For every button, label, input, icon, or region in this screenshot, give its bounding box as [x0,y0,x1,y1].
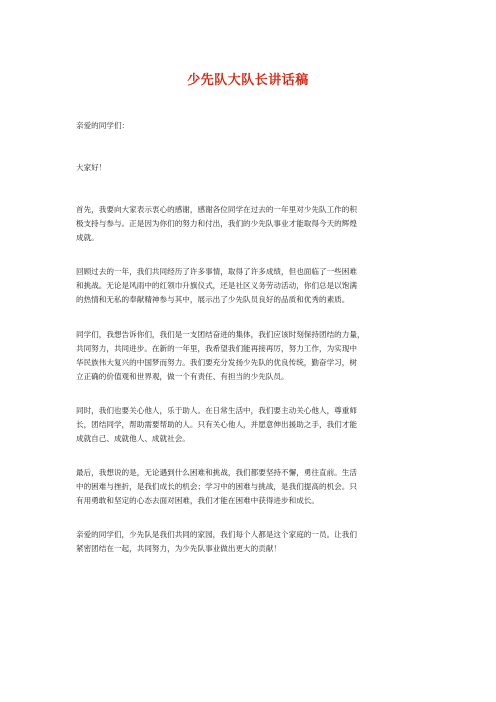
paragraph-3-line-2: 共同努力，共同进步。在新的一年里，我希望我们能再接再厉，努力工作，为实现中 [76,344,357,353]
paragraph-3-line-1: 同学们，我想告诉你们，我们是一支团结奋进的集体，我们应该时刻保持团结的力量， [76,330,365,339]
paragraph-3-line-4: 立正确的价值观和世界观，做一个有责任、有担当的少先队员。 [76,372,289,381]
salutation: 亲爱的同学们： [76,121,130,130]
paragraph-1-line-2: 极支持与参与。正是因为你们的努力和付出，我们的少先队事业才能取得今天的辉煌 [76,219,357,228]
paragraph-6-line-2: 紧密团结在一起，共同努力，为少先队事业做出更大的贡献！ [76,544,282,553]
paragraph-5-line-2: 中的困难与挫折，是我们成长的机会；学习中的困难与挑战，是我们提高的机会。只 [76,482,357,491]
paragraph-2-line-1: 回顾过去的一年，我们共同经历了许多事情，取得了许多成绩，但也面临了一些困难 [76,267,357,276]
paragraph-1-line-3: 成就。 [76,233,99,242]
paragraph-2-line-3: 的热情和无私的奉献精神参与其中，展示出了少先队员良好的品质和优秀的素质。 [76,295,350,304]
paragraph-4-line-1: 同时，我们也要关心他人，乐于助人。在日常生活中，我们要主动关心他人，尊重师 [76,406,357,415]
greeting: 大家好！ [76,163,107,172]
paragraph-6-line-1: 亲爱的同学们，少先队是我们共同的家园，我们每个人都是这个家庭的一员。让我们 [76,530,357,539]
document-title: 少先队大队长讲话稿 [187,73,309,88]
paragraph-1-line-1: 首先，我要向大家表示衷心的感谢，感谢各位同学在过去的一年里对少先队工作的积 [76,205,357,214]
paragraph-3-line-3: 华民族伟大复兴的中国梦而努力。我们要充分发扬少先队的优良传统，勤奋学习，树 [76,358,357,367]
paragraph-4-line-3: 成就自己、成就他人、成就社会。 [76,434,190,443]
paragraph-2-line-2: 和挑战。无论是风雨中的红领巾升旗仪式，还是社区义务劳动活动，你们总是以饱满 [76,281,357,290]
paragraph-5-line-1: 最后，我想说的是，无论遇到什么困难和挑战，我们都要坚持不懈，勇往直前。生活 [76,468,357,477]
paragraph-5-line-3: 有用勇敢和坚定的心态去面对困难，我们才能在困难中获得进步和成长。 [76,496,319,505]
paragraph-4-line-2: 长，团结同学，帮助需要帮助的人。只有关心他人，并愿意伸出援助之手，我们才能 [76,420,357,429]
